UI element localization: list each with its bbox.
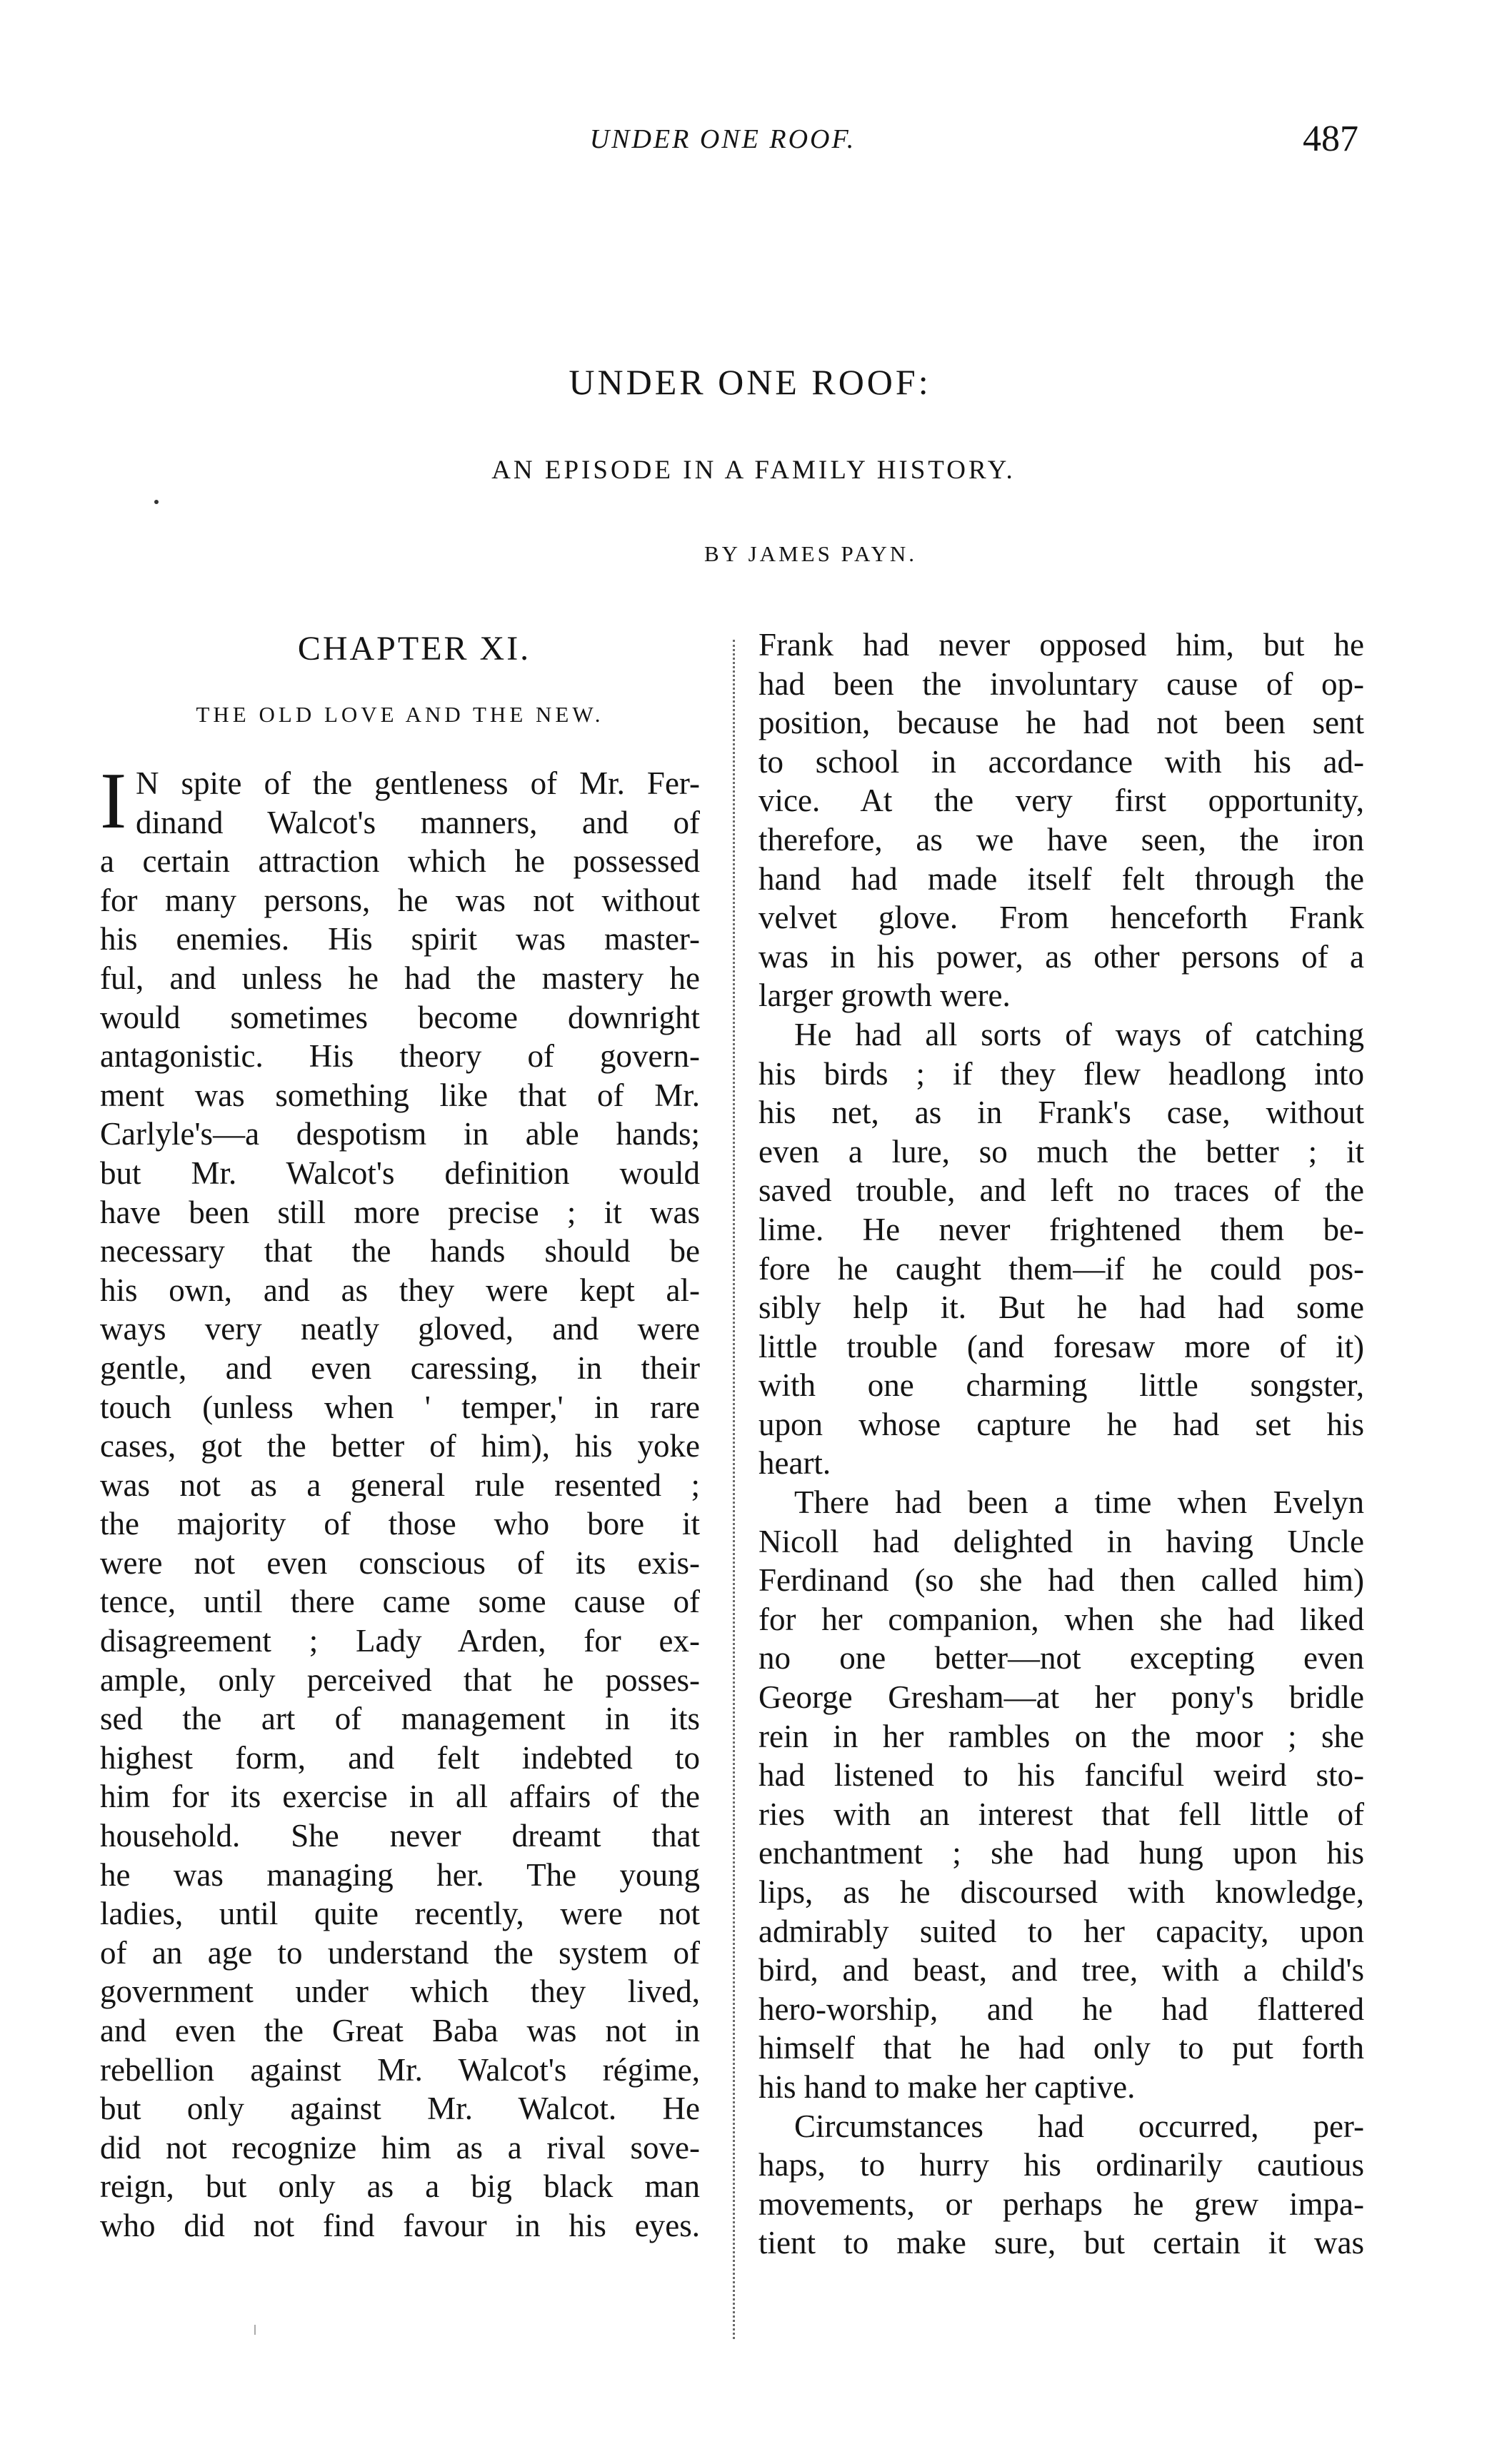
right-column — [758, 625, 1364, 2263]
text-line: ladies, until quite recently, were not — [100, 1896, 700, 1932]
text-line: lips, as he discoursed with knowledge, — [758, 1874, 1364, 1910]
text-line: necessary that the hands should be — [100, 1233, 700, 1269]
chapter-subtitle: THE OLD LOVE AND THE NEW. — [196, 702, 604, 727]
text-line: was in his power, as other persons of a — [758, 938, 1364, 975]
text-line: have been still more precise ; it was — [100, 1194, 700, 1230]
text-line: ample, only perceived that he posses- — [100, 1661, 700, 1698]
running-head — [0, 114, 1507, 164]
text-line: ways very neatly gloved, and were — [100, 1311, 700, 1347]
text-line: N spite of the gentleness of Mr. Fer- — [136, 765, 700, 801]
text-line: dinand Walcot's manners, and of — [136, 804, 700, 840]
text-line: hero-worship, and he had flattered — [758, 1991, 1364, 2027]
text-line: would sometimes become downright — [100, 999, 700, 1035]
text-line: did not recognize him as a rival sove- — [100, 2129, 700, 2166]
text-line: had listened to his fanciful weird sto- — [758, 1757, 1364, 1794]
page-number: 487 — [1303, 119, 1358, 159]
text-line: cases, got the better of him), his yoke — [100, 1428, 700, 1464]
text-line: rein in her rambles on the moor ; she — [758, 1718, 1364, 1754]
text-line: gentle, and even caressing, in their — [100, 1349, 700, 1386]
text-line: his net, as in Frank's case, without — [758, 1095, 1364, 1131]
text-line: for many persons, he was not without — [100, 882, 700, 918]
text-line: his birds ; if they flew headlong into — [758, 1055, 1364, 1092]
article-byline: BY JAMES PAYN. — [704, 541, 918, 566]
text-line: disagreement ; Lady Arden, for ex- — [100, 1623, 700, 1659]
text-line: he was managing her. The young — [100, 1856, 700, 1893]
text-line: heart. — [758, 1445, 831, 1482]
text-line: little trouble (and foresaw more of it) — [758, 1328, 1364, 1364]
text-line: bird, and beast, and tree, with a child's — [758, 1952, 1364, 1988]
text-line: There had been a time when Evelyn — [794, 1484, 1364, 1521]
text-line: lime. He never frightened them be- — [758, 1211, 1364, 1247]
text-line: haps, to hurry his ordinarily cautious — [758, 2147, 1364, 2183]
text-line: saved trouble, and left no traces of the — [758, 1172, 1364, 1209]
text-line: government under which they lived, — [100, 1973, 700, 2010]
chapter-heading: CHAPTER XI. — [297, 630, 531, 668]
text-line: with one charming little songster, — [758, 1367, 1364, 1404]
text-line: himself that he had only to put forth — [758, 2030, 1364, 2066]
text-line: no one better—not excepting even — [758, 1640, 1364, 1676]
text-line: tence, until there came some cause of — [100, 1584, 700, 1620]
printing-mark — [254, 2325, 256, 2335]
text-line: tient to make sure, but certain it was — [758, 2225, 1364, 2261]
text-line: vice. At the very first opportunity, — [758, 783, 1364, 819]
text-line: sibly help it. But he had had some — [758, 1289, 1364, 1326]
text-line: household. She never dreamt that — [100, 1818, 700, 1854]
text-line: position, because he had not been sent — [758, 705, 1364, 741]
printing-speck — [154, 500, 159, 504]
drop-cap: I — [100, 757, 127, 845]
text-line: a certain attraction which he possessed — [100, 843, 700, 880]
text-line: to school in accordance with his ad- — [758, 743, 1364, 780]
text-line: rebellion against Mr. Walcot's régime, — [100, 2051, 700, 2088]
text-line: Circumstances had occurred, per- — [794, 2108, 1364, 2144]
text-line: antagonistic. His theory of govern- — [100, 1038, 700, 1075]
article-title-block — [0, 357, 1507, 572]
text-line: was not as a general rule resented ; — [100, 1467, 700, 1503]
article-subtitle: AN EPISODE IN A FAMILY HISTORY. — [491, 456, 1016, 485]
text-line: highest form, and felt indebted to — [100, 1739, 700, 1776]
text-line: sed the art of management in its — [100, 1701, 700, 1737]
text-line: velvet glove. From henceforth Frank — [758, 900, 1364, 936]
text-line: were not even conscious of its exis- — [100, 1544, 700, 1581]
text-line: Frank had never opposed him, but he — [758, 627, 1364, 663]
text-line: movements, or perhaps he grew impa- — [758, 2186, 1364, 2222]
text-line: Nicoll had delighted in having Uncle — [758, 1523, 1364, 1559]
text-line: his enemies. His spirit was master- — [100, 921, 700, 957]
column-divider — [733, 640, 735, 2339]
text-line: George Gresham—at her pony's bridle — [758, 1679, 1364, 1716]
text-line: ment was something like that of Mr. — [100, 1077, 700, 1113]
text-line: He had all sorts of ways of catching — [794, 1016, 1364, 1052]
text-line: even a lure, so much the better ; it — [758, 1133, 1364, 1170]
running-title: UNDER ONE ROOF. — [589, 124, 856, 154]
text-line: ful, and unless he had the mastery he — [100, 960, 700, 996]
text-line: but Mr. Walcot's definition would — [100, 1155, 700, 1191]
article-title: UNDER ONE ROOF: — [569, 362, 931, 402]
text-line: fore he caught them—if he could pos- — [758, 1250, 1364, 1287]
text-line: who did not find favour in his eyes. — [100, 2207, 700, 2243]
text-line: of an age to understand the system of — [100, 1934, 700, 1971]
left-column — [100, 625, 700, 2246]
text-line: Carlyle's—a despotism in able hands; — [100, 1116, 700, 1152]
text-line: larger growth were. — [758, 977, 1011, 1014]
text-line: ries with an interest that fell little of — [758, 1796, 1364, 1832]
text-line: but only against Mr. Walcot. He — [100, 2091, 700, 2127]
chapter-opening — [100, 757, 700, 845]
text-line: his hand to make her captive. — [758, 2068, 1136, 2105]
text-line: reign, but only as a big black man — [100, 2168, 700, 2205]
text-line: had been the involuntary cause of op- — [758, 665, 1364, 702]
text-line: Ferdinand (so she had then called him) — [758, 1562, 1364, 1599]
text-line: touch (unless when ' temper,' in rare — [100, 1389, 700, 1425]
text-line: the majority of those who bore it — [100, 1506, 700, 1542]
text-line: his own, and as they were kept al- — [100, 1272, 700, 1308]
text-line: therefore, as we have seen, the iron — [758, 821, 1364, 858]
text-line: hand had made itself felt through the — [758, 860, 1364, 897]
text-line: him for its exercise in all affairs of the — [100, 1779, 700, 1815]
text-line: enchantment ; she had hung upon his — [758, 1835, 1364, 1871]
text-line: admirably suited to her capacity, upon — [758, 1913, 1364, 1949]
text-line: upon whose capture he had set his — [758, 1406, 1364, 1442]
text-line: and even the Great Baba was not in — [100, 2013, 700, 2048]
text-line: for her companion, when she had liked — [758, 1601, 1364, 1637]
